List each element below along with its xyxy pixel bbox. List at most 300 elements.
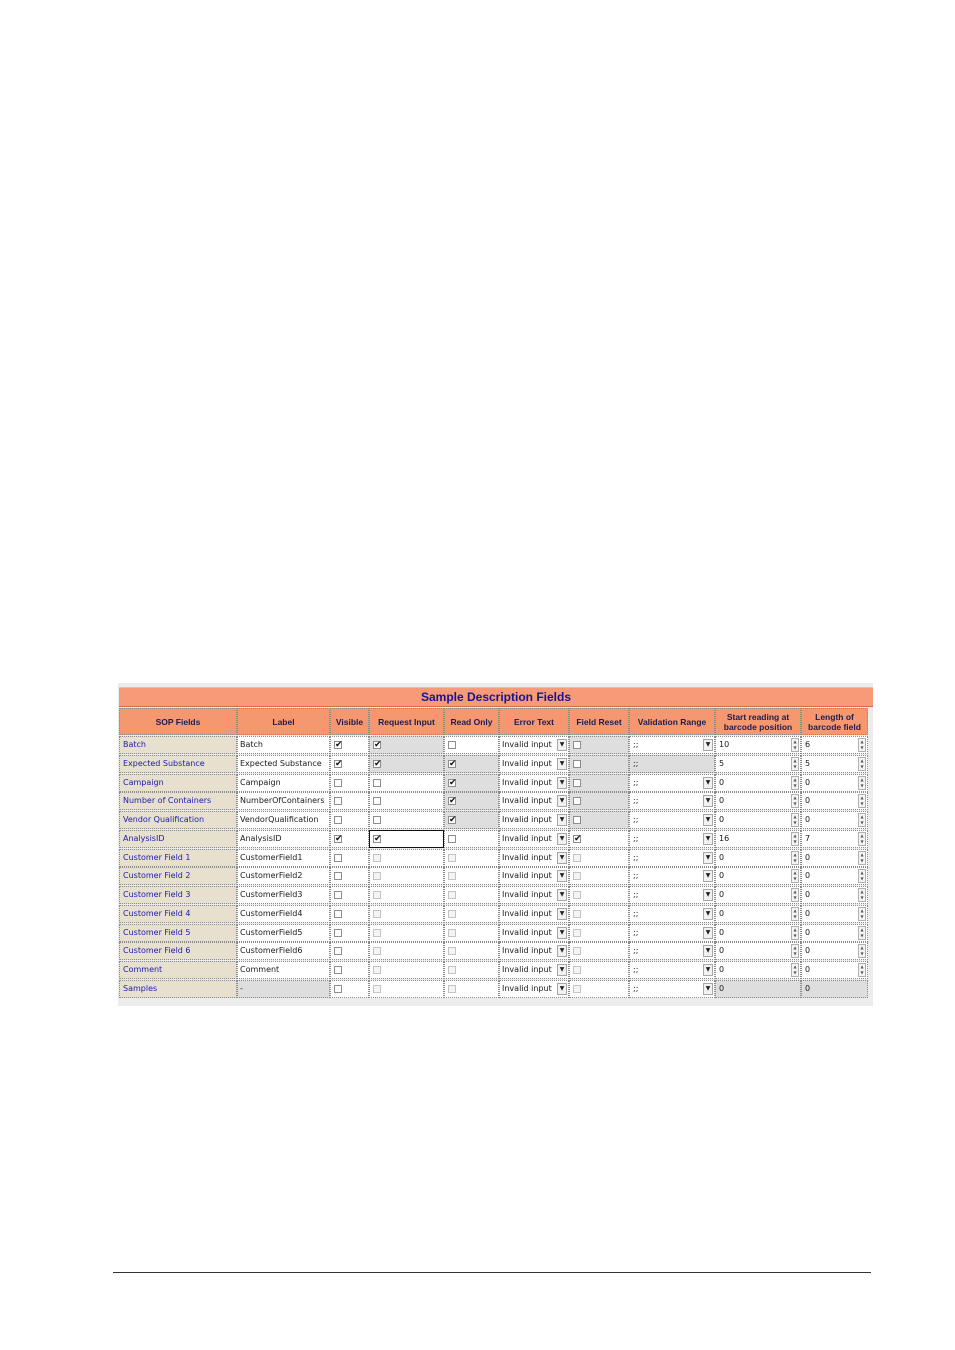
field-reset-cell [569,980,629,998]
length-stepper[interactable] [801,849,868,867]
start-position-stepper[interactable] [715,792,801,810]
validation-range-select[interactable] [629,980,715,998]
visible-checkbox[interactable] [334,891,342,899]
field-reset-cell [569,774,629,792]
field-reset-cell [569,736,629,754]
spinner-arrows-icon[interactable]: ▲ ▼ [791,907,799,921]
chevron-down-icon[interactable]: ▼ [703,814,713,826]
length-stepper[interactable] [801,830,868,848]
read-only-checkbox[interactable] [448,985,456,993]
validation-range-select[interactable] [629,867,715,885]
label-input[interactable]: CustomerField5 [237,924,330,942]
field-reset-checkbox[interactable] [573,985,581,993]
spinner-arrows-icon[interactable]: ▲ ▼ [858,926,866,940]
error-text-select[interactable] [499,980,569,998]
validation-range-value: ;; [633,796,639,806]
sop-field-name[interactable]: Customer Field 3 [119,886,237,904]
error-text-value: Invalid input [502,983,552,993]
length-stepper[interactable] [801,905,868,923]
start-position-value: 0 [719,796,725,806]
sop-field-name[interactable]: Customer Field 2 [119,867,237,885]
read-only-cell [444,867,499,885]
field-reset-checkbox[interactable] [573,891,581,899]
start-position-stepper[interactable] [715,961,801,979]
spinner-arrows-icon[interactable]: ▲ ▼ [858,851,866,865]
read-only-checkbox[interactable] [448,929,456,937]
sop-field-name[interactable]: Expected Substance [119,755,237,773]
request-input-cell [369,961,444,979]
chevron-down-icon[interactable]: ▼ [557,852,567,864]
validation-range-select[interactable] [629,961,715,979]
error-text-select[interactable] [499,905,569,923]
spinner-arrows-icon[interactable]: ▲ ▼ [791,757,799,771]
error-text-value: Invalid input [502,777,552,787]
request-input-cell [369,849,444,867]
sop-field-name[interactable]: Number of Containers [119,792,237,810]
request-input-checkbox[interactable] [373,891,381,899]
visible-cell [330,849,369,867]
error-text-value: Invalid input [502,965,552,974]
visible-checkbox[interactable] [334,910,342,918]
error-text-select[interactable] [499,961,569,979]
sop-field-name[interactable]: Customer Field 5 [119,924,237,942]
visible-cell [330,736,369,754]
request-input-checkbox[interactable] [373,797,381,805]
header-read-only: Read Only [444,708,499,735]
read-only-checkbox[interactable] [448,854,456,862]
spinner-arrows-icon[interactable]: ▲ ▼ [791,776,799,790]
chevron-down-icon[interactable]: ▼ [703,852,713,864]
visible-checkbox[interactable] [334,797,342,805]
chevron-down-icon[interactable]: ▼ [703,833,713,845]
error-text-select[interactable] [499,811,569,829]
label-input[interactable]: NumberOfContainers [237,792,330,810]
error-text-value: Invalid input [502,890,552,899]
label-input[interactable]: VendorQualification [237,811,330,829]
field-reset-checkbox[interactable] [573,835,581,843]
visible-checkbox[interactable] [334,929,342,937]
spinner-arrows-icon[interactable]: ▲ ▼ [791,869,799,883]
start-position-value: 0 [719,871,725,881]
spinner-arrows-icon[interactable]: ▲ ▼ [791,794,799,808]
visible-checkbox[interactable] [334,779,342,787]
spinner-arrows-icon[interactable]: ▲ ▼ [858,963,866,977]
visible-checkbox[interactable] [334,947,342,955]
start-position-stepper[interactable] [715,736,801,754]
chevron-down-icon[interactable]: ▼ [557,814,567,826]
field-reset-checkbox[interactable] [573,854,581,862]
read-only-cell [444,886,499,904]
start-position-value: 0 [719,890,725,899]
start-position-value: 0 [719,927,725,937]
request-input-cell [369,830,444,848]
visible-cell [330,792,369,810]
field-reset-cell [569,924,629,942]
length-stepper[interactable] [801,736,868,754]
validation-range-select[interactable] [629,755,715,773]
start-position-value: 0 [719,908,725,918]
field-reset-cell [569,867,629,885]
label-input[interactable]: Batch [237,736,330,754]
validation-range-value: ;; [633,833,639,843]
label-input[interactable]: - [237,980,330,998]
spinner-arrows-icon[interactable]: ▲ ▼ [791,926,799,940]
error-text-value: Invalid input [502,833,552,843]
validation-range-value: ;; [633,871,639,881]
sop-field-name[interactable]: Campaign [119,774,237,792]
error-text-select[interactable] [499,886,569,904]
field-reset-checkbox[interactable] [573,741,581,749]
request-input-checkbox[interactable] [373,985,381,993]
spinner-arrows-icon[interactable]: ▲ ▼ [858,832,866,846]
spinner-arrows-icon[interactable]: ▲ ▼ [858,907,866,921]
read-only-cell [444,736,499,754]
start-position-value: 5 [719,758,725,768]
field-reset-cell [569,961,629,979]
length-stepper[interactable] [801,792,868,810]
field-reset-checkbox[interactable] [573,929,581,937]
read-only-cell [444,961,499,979]
read-only-checkbox[interactable] [448,835,456,843]
validation-range-value: ;; [633,758,639,768]
chevron-down-icon[interactable]: ▼ [703,945,713,957]
request-input-cell [369,905,444,923]
header-sop-fields: SOP Fields [119,708,237,735]
error-text-value: Invalid input [502,946,552,956]
error-text-select[interactable] [499,924,569,942]
header-request-input: Request Input [369,708,444,735]
spinner-arrows-icon[interactable]: ▲ ▼ [858,944,866,958]
field-reset-checkbox[interactable] [573,797,581,805]
start-position-value: 16 [719,833,730,843]
read-only-cell [444,830,499,848]
start-position-stepper[interactable] [715,755,801,773]
field-reset-cell [569,849,629,867]
sop-field-name[interactable]: AnalysisID [119,830,237,848]
read-only-checkbox[interactable] [448,872,456,880]
start-position-value: 0 [719,983,725,993]
field-reset-cell [569,811,629,829]
read-only-checkbox[interactable] [448,760,456,768]
spinner-arrows-icon[interactable]: ▲ ▼ [858,757,866,771]
length-value: 0 [805,852,811,862]
start-position-value: 0 [719,965,725,974]
request-input-checkbox[interactable] [373,835,381,843]
validation-range-value: ;; [633,852,639,862]
read-only-checkbox[interactable] [448,797,456,805]
request-input-cell [369,867,444,885]
field-reset-checkbox[interactable] [573,966,581,974]
chevron-down-icon[interactable]: ▼ [557,739,567,751]
visible-cell [330,924,369,942]
request-input-checkbox[interactable] [373,910,381,918]
field-reset-checkbox[interactable] [573,779,581,787]
read-only-checkbox[interactable] [448,779,456,787]
error-text-select[interactable] [499,849,569,867]
header-field-reset: Field Reset [569,708,629,735]
validation-range-value: ;; [633,815,639,824]
visible-checkbox[interactable] [334,816,342,824]
visible-checkbox[interactable] [334,760,342,768]
visible-checkbox[interactable] [334,985,342,993]
length-value: 0 [805,890,811,899]
spinner-arrows-icon[interactable]: ▲ ▼ [858,813,866,827]
read-only-checkbox[interactable] [448,741,456,749]
validation-range-select[interactable] [629,774,715,792]
length-stepper[interactable] [801,961,868,979]
spinner-arrows-icon[interactable]: ▲ ▼ [791,832,799,846]
request-input-cell [369,924,444,942]
sop-field-name[interactable]: Customer Field 6 [119,942,237,960]
length-stepper[interactable] [801,924,868,942]
label-input[interactable]: Campaign [237,774,330,792]
chevron-down-icon[interactable]: ▼ [703,927,713,939]
length-stepper[interactable] [801,867,868,885]
start-position-value: 10 [719,740,730,749]
error-text-select[interactable] [499,867,569,885]
length-stepper[interactable] [801,811,868,829]
field-reset-cell [569,830,629,848]
chevron-down-icon[interactable]: ▼ [703,795,713,807]
chevron-down-icon[interactable]: ▼ [557,983,567,995]
sample-description-panel [118,683,873,1006]
request-input-checkbox[interactable] [373,929,381,937]
spinner-arrows-icon[interactable]: ▲ ▼ [791,963,799,977]
start-position-value: 0 [719,852,725,862]
page-footer-rule [113,1272,871,1273]
validation-range-value: ;; [633,927,639,937]
chevron-down-icon[interactable]: ▼ [557,964,567,976]
spinner-arrows-icon[interactable]: ▲ ▼ [858,888,866,902]
read-only-cell [444,924,499,942]
start-position-stepper[interactable] [715,774,801,792]
visible-checkbox[interactable] [334,872,342,880]
request-input-cell [369,886,444,904]
validation-range-value: ;; [633,946,639,956]
field-reset-cell [569,905,629,923]
error-text-value: Invalid input [502,740,552,749]
label-input[interactable]: AnalysisID [237,830,330,848]
spinner-arrows-icon[interactable]: ▲ ▼ [791,888,799,902]
request-input-cell [369,792,444,810]
visible-cell [330,961,369,979]
validation-range-select[interactable] [629,924,715,942]
spinner-arrows-icon[interactable]: ▲ ▼ [858,776,866,790]
length-stepper[interactable] [801,942,868,960]
error-text-value: Invalid input [502,796,552,806]
field-reset-checkbox[interactable] [573,816,581,824]
length-value: 6 [805,740,811,749]
length-value: 0 [805,777,811,787]
start-position-value: 0 [719,777,725,787]
visible-cell [330,942,369,960]
request-input-cell [369,755,444,773]
length-value: 0 [805,908,811,918]
field-reset-cell [569,755,629,773]
error-text-select[interactable] [499,774,569,792]
request-input-checkbox[interactable] [373,741,381,749]
start-position-stepper[interactable] [715,886,801,904]
visible-checkbox[interactable] [334,966,342,974]
spinner-arrows-icon[interactable]: ▲ ▼ [858,869,866,883]
length-stepper[interactable] [801,886,868,904]
error-text-value: Invalid input [502,815,552,824]
field-reset-cell [569,886,629,904]
request-input-cell [369,774,444,792]
length-value: 0 [805,927,811,937]
start-position-value: 0 [719,946,725,956]
read-only-cell [444,905,499,923]
error-text-value: Invalid input [502,871,552,881]
read-only-checkbox[interactable] [448,816,456,824]
visible-cell [330,867,369,885]
length-value: 0 [805,965,811,974]
error-text-select[interactable] [499,755,569,773]
error-text-value: Invalid input [502,908,552,918]
field-reset-checkbox[interactable] [573,910,581,918]
label-input[interactable]: CustomerField1 [237,849,330,867]
validation-range-select[interactable] [629,792,715,810]
validation-range-select[interactable] [629,811,715,829]
start-position-stepper[interactable] [715,867,801,885]
label-input[interactable]: Expected Substance [237,755,330,773]
spinner-arrows-icon[interactable]: ▲ ▼ [791,813,799,827]
visible-cell [330,774,369,792]
length-stepper[interactable] [801,774,868,792]
start-position-stepper[interactable] [715,942,801,960]
chevron-down-icon[interactable]: ▼ [557,777,567,789]
spinner-arrows-icon[interactable]: ▲ ▼ [858,738,866,752]
validation-range-select[interactable] [629,942,715,960]
read-only-checkbox[interactable] [448,966,456,974]
request-input-checkbox[interactable] [373,760,381,768]
length-stepper[interactable] [801,755,868,773]
validation-range-value: ;; [633,965,639,974]
field-reset-cell [569,942,629,960]
validation-range-select[interactable] [629,905,715,923]
spinner-arrows-icon[interactable]: ▲ ▼ [791,851,799,865]
length-value: 0 [805,983,811,993]
start-position-stepper[interactable] [715,905,801,923]
field-reset-checkbox[interactable] [573,947,581,955]
length-value: 0 [805,871,811,881]
label-input[interactable]: CustomerField2 [237,867,330,885]
sop-field-name[interactable]: Customer Field 4 [119,905,237,923]
visible-checkbox[interactable] [334,741,342,749]
header-validation-range: Validation Range [629,708,715,735]
chevron-down-icon[interactable]: ▼ [703,739,713,751]
read-only-checkbox[interactable] [448,891,456,899]
chevron-down-icon[interactable]: ▼ [557,945,567,957]
label-input[interactable]: CustomerField6 [237,942,330,960]
chevron-down-icon[interactable]: ▼ [703,870,713,882]
start-position-stepper[interactable] [715,980,801,998]
header-visible: Visible [330,708,369,735]
validation-range-select[interactable] [629,886,715,904]
header-start-reading: Start reading at barcode position [715,708,801,735]
field-reset-checkbox[interactable] [573,872,581,880]
request-input-cell [369,942,444,960]
chevron-down-icon[interactable]: ▼ [557,758,567,770]
visible-checkbox[interactable] [334,835,342,843]
label-input[interactable]: Comment [237,961,330,979]
error-text-select[interactable] [499,792,569,810]
read-only-cell [444,980,499,998]
visible-cell [330,811,369,829]
sop-field-name[interactable]: Comment [119,961,237,979]
chevron-down-icon[interactable]: ▼ [703,908,713,920]
sop-field-name[interactable]: Vendor Qualification [119,811,237,829]
chevron-down-icon[interactable]: ▼ [557,889,567,901]
visible-checkbox[interactable] [334,854,342,862]
request-input-checkbox[interactable] [373,779,381,787]
chevron-down-icon[interactable]: ▼ [557,908,567,920]
request-input-checkbox[interactable] [373,966,381,974]
validation-range-select[interactable] [629,849,715,867]
start-position-stepper[interactable] [715,811,801,829]
field-reset-checkbox[interactable] [573,760,581,768]
error-text-select[interactable] [499,736,569,754]
chevron-down-icon[interactable]: ▼ [703,983,713,995]
length-value: 0 [805,796,811,806]
read-only-checkbox[interactable] [448,947,456,955]
request-input-checkbox[interactable] [373,872,381,880]
sop-field-name[interactable]: Customer Field 1 [119,849,237,867]
request-input-checkbox[interactable] [373,947,381,955]
error-text-select[interactable] [499,942,569,960]
chevron-down-icon[interactable]: ▼ [703,889,713,901]
sop-field-name[interactable]: Batch [119,736,237,754]
read-only-cell [444,755,499,773]
length-value: 0 [805,946,811,956]
chevron-down-icon[interactable]: ▼ [557,870,567,882]
read-only-cell [444,849,499,867]
header-length: Length of barcode field [801,708,868,735]
chevron-down-icon[interactable]: ▼ [703,964,713,976]
sop-field-name[interactable]: Samples [119,980,237,998]
read-only-cell [444,774,499,792]
spinner-arrows-icon[interactable]: ▲ ▼ [858,794,866,808]
start-position-stepper[interactable] [715,849,801,867]
label-input[interactable]: CustomerField3 [237,886,330,904]
chevron-down-icon[interactable]: ▼ [557,795,567,807]
request-input-checkbox[interactable] [373,816,381,824]
validation-range-select[interactable] [629,736,715,754]
read-only-checkbox[interactable] [448,910,456,918]
label-input[interactable]: CustomerField4 [237,905,330,923]
validation-range-value: ;; [633,740,639,749]
request-input-cell [369,980,444,998]
validation-range-select[interactable] [629,830,715,848]
visible-cell [330,830,369,848]
spinner-arrows-icon[interactable]: ▲ ▼ [791,944,799,958]
validation-range-value: ;; [633,908,639,918]
visible-cell [330,755,369,773]
length-stepper[interactable] [801,980,868,998]
chevron-down-icon[interactable]: ▼ [557,927,567,939]
spinner-arrows-icon[interactable]: ▲ ▼ [791,738,799,752]
request-input-cell [369,811,444,829]
field-reset-cell [569,792,629,810]
validation-range-value: ;; [633,777,639,787]
start-position-stepper[interactable] [715,830,801,848]
error-text-select[interactable] [499,830,569,848]
start-position-stepper[interactable] [715,924,801,942]
chevron-down-icon[interactable]: ▼ [703,777,713,789]
request-input-checkbox[interactable] [373,854,381,862]
read-only-cell [444,811,499,829]
chevron-down-icon[interactable]: ▼ [557,833,567,845]
